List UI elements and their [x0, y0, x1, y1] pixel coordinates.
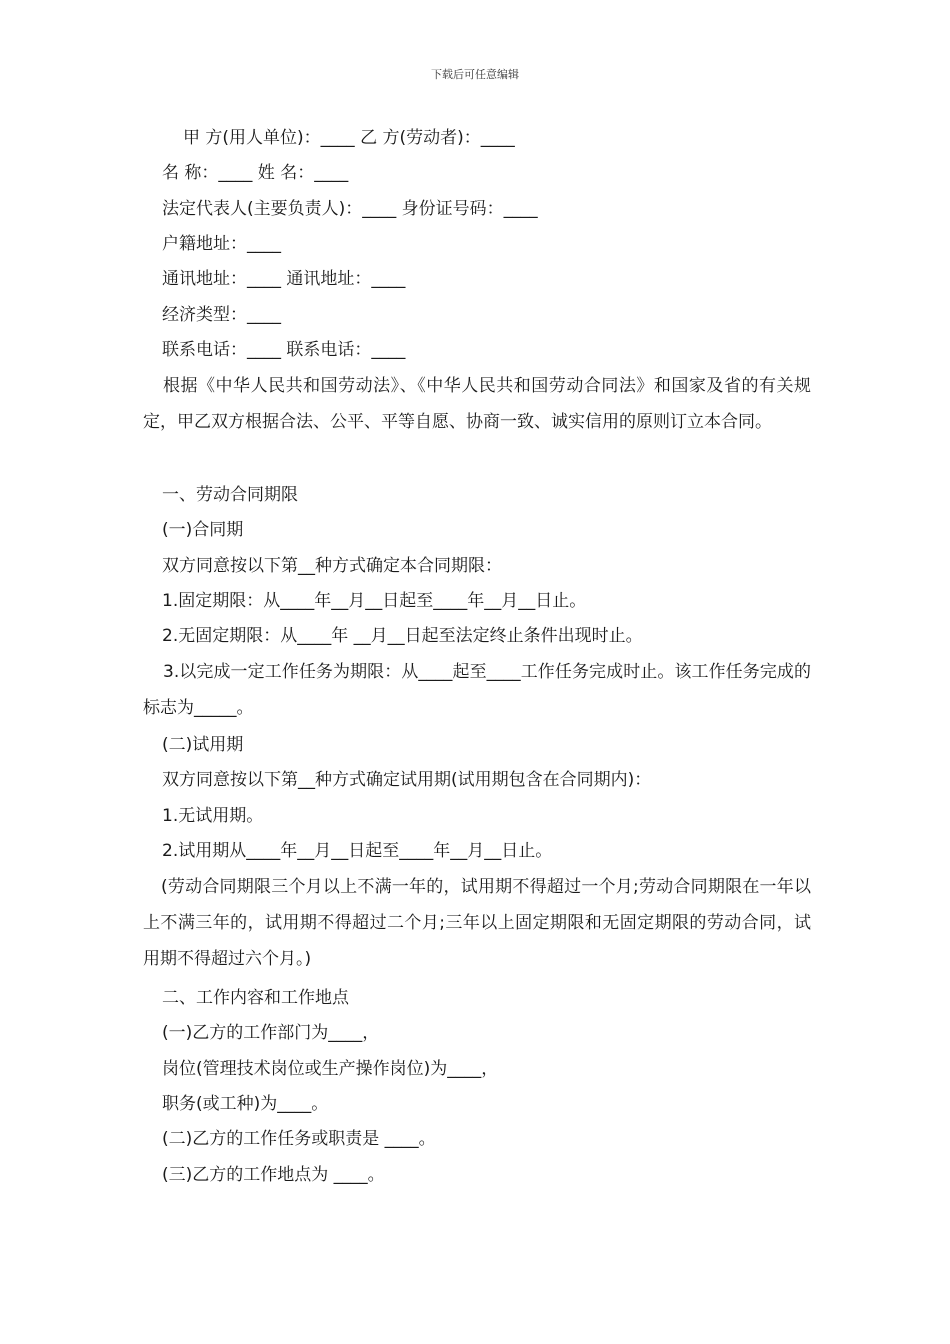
position-line: 岗位(管理技术岗位或生产操作岗位)为____， [162, 1059, 499, 1079]
party-line: 甲 方(用人单位)：____ 乙 方(劳动者)：____ [183, 128, 515, 148]
department-line: (一)乙方的工作部门为____， [162, 1023, 380, 1043]
economic-type-line: 经济类型：____ [162, 305, 281, 325]
name-line: 名 称：____ 姓 名：____ [162, 163, 349, 183]
no-probation-item: 1.无试用期。 [162, 806, 264, 826]
work-location-line: (三)乙方的工作地点为 ____。 [162, 1165, 385, 1185]
probation-note-paragraph: (劳动合同期限三个月以上不满一年的，试用期不得超过一个月;劳动合同期限在一年以上不满三年的，试用期不得超过二个月;三年以上固定期限和无固定期限的劳动合同，试用期不得超过六个月。) [143, 877, 811, 969]
phone-line: 联系电话：____ 联系电话：____ [162, 340, 406, 360]
fixed-term-item: 1.固定期限：从____年__月__日起至____年__月__日止。 [162, 591, 587, 611]
representative-line: 法定代表人(主要负责人)：____ 身份证号码：____ [162, 199, 538, 219]
section-heading-work: 二、工作内容和工作地点 [162, 988, 349, 1008]
task-term-item: 3.以完成一定工作任务为期限：从____起至____工作任务完成时止。该工作任务完成的标志为_____。 [143, 662, 811, 718]
probation-period-item: 2.试用期从____年__月__日起至____年__月__日止。 [162, 841, 553, 861]
duties-line: (二)乙方的工作任务或职责是 ____。 [162, 1129, 436, 1149]
section-heading-term: 一、劳动合同期限 [162, 485, 298, 505]
job-title-line: 职务(或工种)为____。 [162, 1094, 329, 1114]
legal-basis-paragraph: 根据《中华人民共和国劳动法》、《中华人民共和国劳动合同法》和国家及省的有关规定，甲乙双方根据合法、公平、平等自愿、协商一致、诚实信用的原则订立本合同。 [143, 376, 811, 432]
page-header: 下载后可任意编辑 [431, 68, 519, 81]
probation-method-line: 双方同意按以下第__种方式确定试用期(试用期包含在合同期内)： [162, 770, 652, 790]
term-method-line: 双方同意按以下第__种方式确定本合同期限： [162, 556, 502, 576]
mailing-address-line: 通讯地址：____ 通讯地址：____ [162, 269, 406, 289]
household-address-line: 户籍地址：____ [162, 234, 281, 254]
open-term-item: 2.无固定期限：从____年 __月__日起至法定终止条件出现时止。 [162, 626, 643, 646]
subsection-contract-period: (一)合同期 [162, 520, 244, 540]
subsection-probation: (二)试用期 [162, 735, 244, 755]
